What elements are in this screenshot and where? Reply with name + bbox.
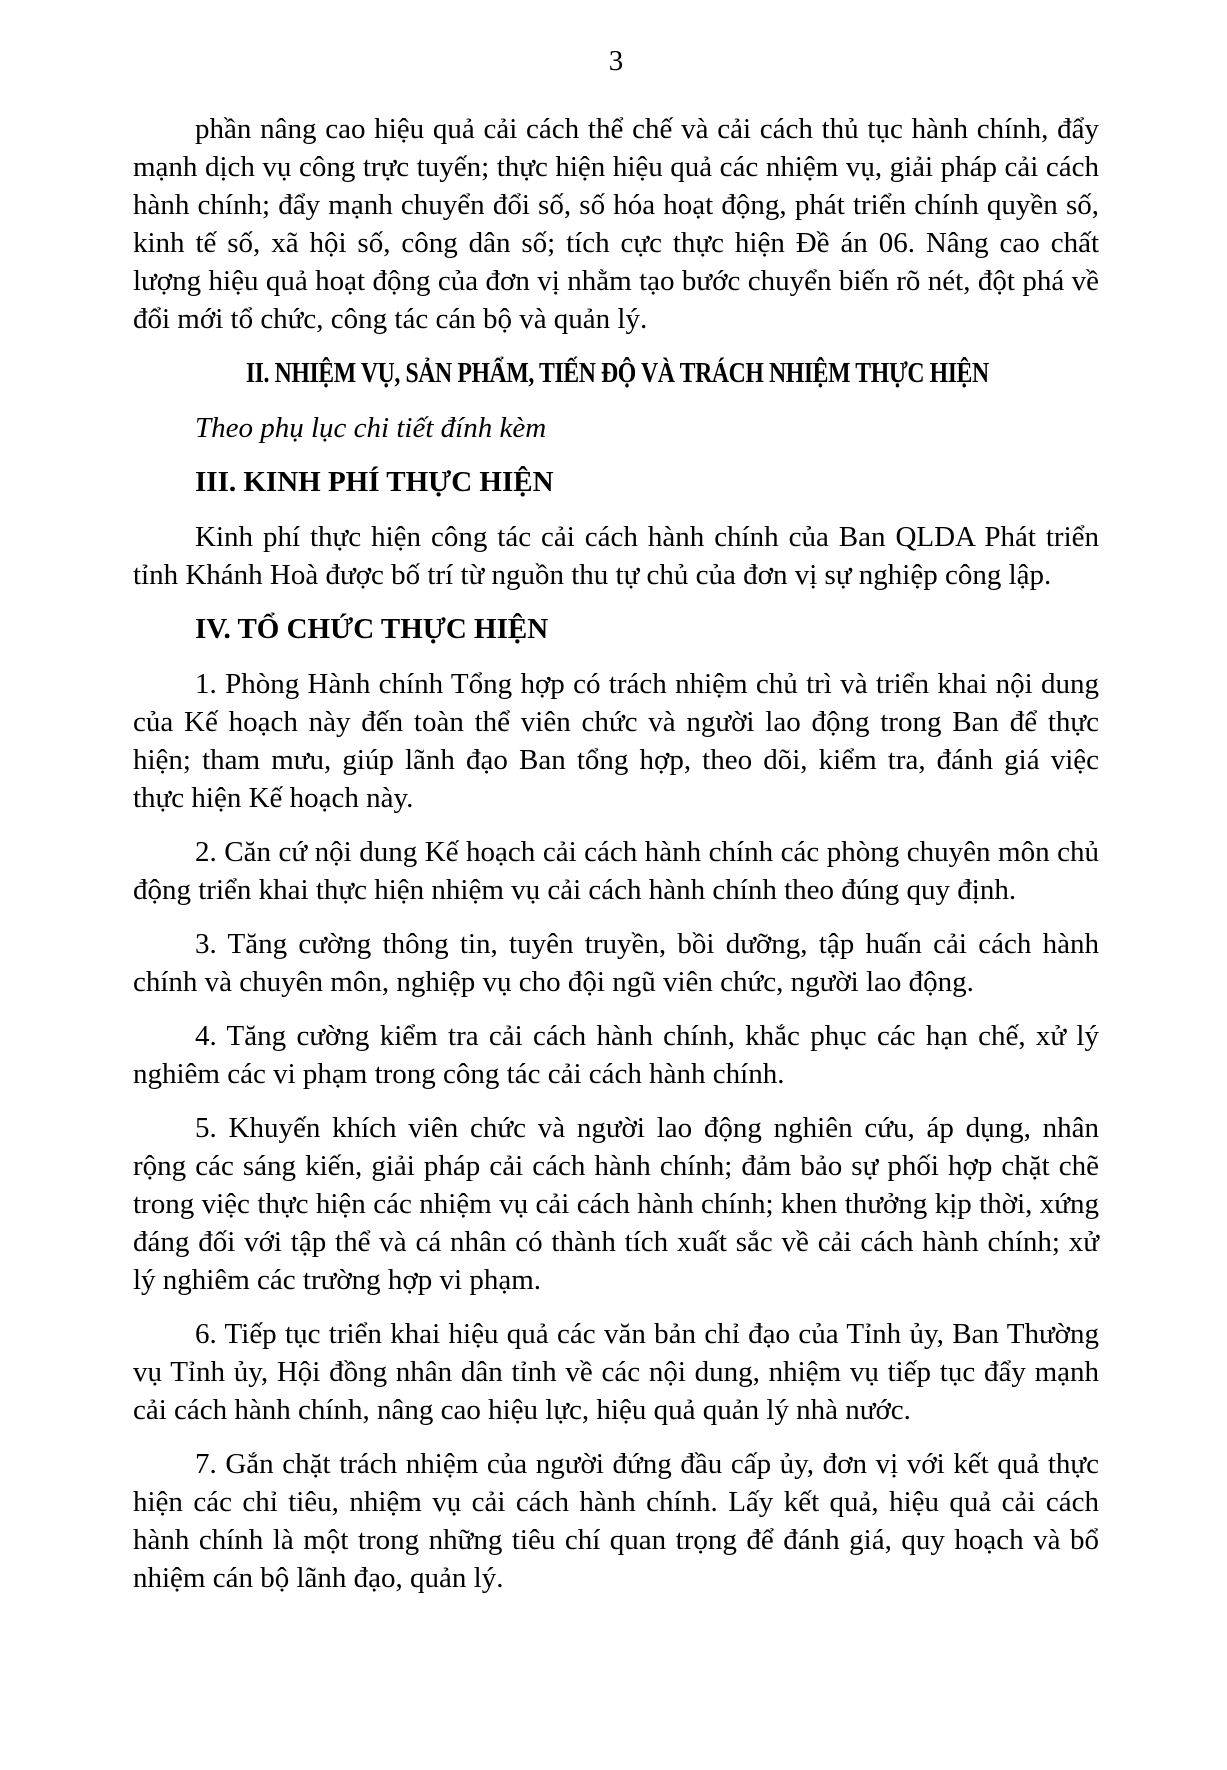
list-item-6: 6. Tiếp tục triển khai hiệu quả các văn bản chỉ đạo của Tỉnh ủy, Ban Thường vụ Tỉnh ủy, Hội đồng nhân dân tỉnh về các nội dung, nhiệm vụ tiếp tục đẩy mạnh cải cách hành chính, nâng cao hiệu lực, hiệu quả quản lý nhà nước. xyxy=(133,1318,1099,1426)
page-number: 3 xyxy=(608,45,624,77)
list-item-5: 5. Khuyến khích viên chức và người lao động nghiên cứu, áp dụng, nhân rộng các sáng kiến, giải pháp cải cách hành chính; đảm bảo sự phối hợp chặt chẽ trong việc thực hiện các nhiệm vụ cải cách hành chính; khen thưởng kịp thời, xứng đáng đối với tập thể và cá nhân có thành tích xuất sắc về cải cách hành chính; xử lý nghiêm các trường hợp vi phạm. xyxy=(133,1112,1099,1296)
heading-section-ii-text: II. NHIỆM VỤ, SẢN PHẨM, TIẾN ĐỘ VÀ TRÁCH NHIỆM THỰC HIỆN xyxy=(245,357,989,389)
paragraph-intro: phần nâng cao hiệu quả cải cách thể chế và cải cách thủ tục hành chính, đẩy mạnh dịch vụ công trực tuyến; thực hiện hiệu quả các nhiệm vụ, giải pháp cải cách hành chính; đẩy mạnh chuyển đổi số, số hóa hoạt động, phát triển chính quyền số, kinh tế số, xã hội số, công dân số; tích cực thực hiện Đề án 06. Nâng cao chất lượng hiệu quả hoạt động của đơn vị nhằm tạo bước chuyển biến rõ nét, đột phá về đổi mới tổ chức, công tác cán bộ và quản lý. xyxy=(133,113,1099,335)
list-item-2: 2. Căn cứ nội dung Kế hoạch cải cách hành chính các phòng chuyên môn chủ động triển khai thực hiện nhiệm vụ cải cách hành chính theo đúng quy định. xyxy=(133,836,1099,906)
list-item-7: 7. Gắn chặt trách nhiệm của người đứng đầu cấp ủy, đơn vị với kết quả thực hiện các chỉ tiêu, nhiệm vụ cải cách hành chính. Lấy kết quả, hiệu quả cải cách hành chính là một trong những tiêu chí quan trọng để đánh giá, quy hoạch và bổ nhiệm cán bộ lãnh đạo, quản lý. xyxy=(133,1448,1099,1594)
heading-section-ii xyxy=(133,354,1099,392)
list-item-4: 4. Tăng cường kiểm tra cải cách hành chính, khắc phục các hạn chế, xử lý nghiêm các vi phạm trong công tác cải cách hành chính. xyxy=(133,1020,1099,1090)
paragraph-funding: Kinh phí thực hiện công tác cải cách hành chính của Ban QLDA Phát triển tỉnh Khánh Hoà được bố trí từ nguồn thu tự chủ của đơn vị sự nghiệp công lập. xyxy=(133,521,1099,591)
note-attachment: Theo phụ lục chi tiết đính kèm xyxy=(195,412,547,444)
list-item-3: 3. Tăng cường thông tin, tuyên truyền, bồi dưỡng, tập huấn cải cách hành chính và chuyên môn, nghiệp vụ cho đội ngũ viên chức, người lao động. xyxy=(133,928,1099,998)
heading-section-iv: IV. TỔ CHỨC THỰC HIỆN xyxy=(195,613,549,645)
heading-section-iii: III. KINH PHÍ THỰC HIỆN xyxy=(195,466,554,498)
list-item-1: 1. Phòng Hành chính Tổng hợp có trách nhiệm chủ trì và triển khai nội dung của Kế hoạch này đến toàn thể viên chức và người lao động trong Ban để thực hiện; tham mưu, giúp lãnh đạo Ban tổng hợp, theo dõi, kiểm tra, đánh giá việc thực hiện Kế hoạch này. xyxy=(133,668,1099,814)
